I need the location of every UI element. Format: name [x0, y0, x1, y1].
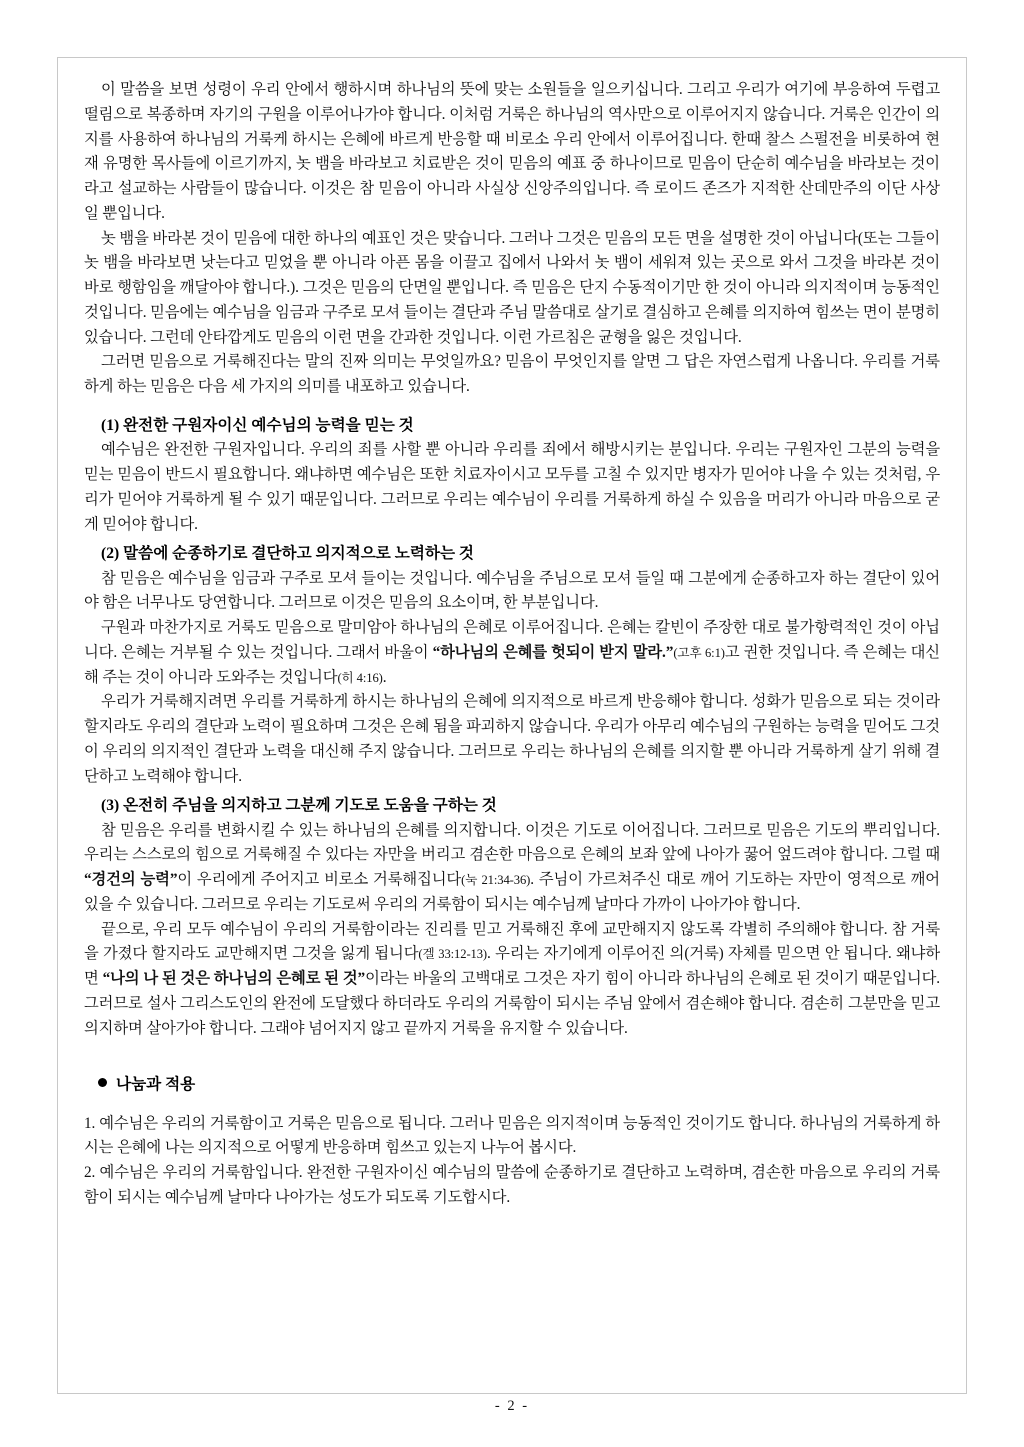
point-2-heading: (2) 말씀에 순종하기로 결단하고 의지적으로 노력하는 것: [101, 545, 474, 563]
grace-ref-1: (고후 6:1): [673, 645, 725, 660]
closing-paragraph: [84, 918, 940, 1042]
closing-text-1: 끝으로, 우리 모두 예수님이 우리의 거룩함이라는 진리를 믿고 거룩해진 후에 교만해지지 않도록 각별히 주의해야 합니다. 참 거룩을 가졌다 할지라도 교만해지면 그것을 잃게 됩니다: [84, 920, 940, 963]
prayer-text-after: . 주님이 가르쳐주신 대로 깨어 기도하는 자만이 영적으로 깨어 있을 수 있습니다. 그러므로 우리는 기도로써 우리의 거룩함이 되시는 예수님께 날마다 가까이 나아가야 합니다.: [84, 871, 940, 913]
grace-quote: “하나님의 은혜를 헛되이 받지 말라.”: [432, 643, 674, 661]
point-3-heading: (3) 온전히 주님을 의지하고 그분께 기도로 도움을 구하는 것: [101, 797, 497, 815]
prayer-text-middle: 이 우리에게 주어지고 비로소 거룩해집니다: [177, 871, 462, 889]
prayer-paragraph: [84, 819, 940, 918]
paragraph-1: 이 말씀을 보면 성령이 우리 안에서 행하시며 하나님의 뜻에 맞는 소원들을 일으키십니다. 그리고 우리가 여기에 부응하여 두렵고 떨림으로 복종하며 자기의 구원을 이루어나가야 합니다. 이처럼 거룩은 하나님의 역사만으로 이루어지지 않습니다. 거룩은 인간이 의지를 사용하여 하나님의 거룩케 하시는 은혜에 바르게 반응할 때 비로소 우리 안에서 이루어집니다. 한때 찰스 스펄전을 비롯하여 현재 유명한 목사들에 이르기까지, 놋 뱀을 바라보고 치료받은 것이 믿음의 예표 중 하나이므로 믿음이 단순히 예수님을 바라보는 것이라고 설교하는 사람들이 많습니다. 이것은 참 믿음이 아니라 사실상 신앙주의입니다. 즉 로이드 존즈가 지적한 산데만주의 이단 사상일 뿐입니다.: [84, 81, 940, 222]
bullet-dot-icon: [98, 1078, 107, 1087]
point-2-body: 참 믿음은 예수님을 임금과 구주로 모셔 들이는 것입니다. 예수님을 주님으로 모셔 들일 때 그분에게 순종하고자 하는 결단이 있어야 함은 너무나도 당연합니다. 그러므로 이것은 믿음의 요소이며, 한 부분입니다.: [84, 569, 940, 612]
paragraph-2: 놋 뱀을 바라본 것이 믿음에 대한 하나의 예표인 것은 맞습니다. 그러나 그것은 믿음의 모든 면을 설명한 것이 아닙니다(또는 그들이 놋 뱀을 바라보면 낫는다고 믿었을 뿐 아니라 아픈 몸을 이끌고 집에서 나와서 놋 뱀이 세워져 있는 곳으로 와서 그것을 바라본 것이 바로 행함임을 깨달아야 합니다.). 그것은 믿음의 단면일 뿐입니다. 즉 믿음은 단지 수동적이기만 한 것이 아니라 의지적이며 능동적인 것입니다. 믿음에는 예수님을 임금과 구주로 모셔 들이는 결단과 주님 말씀대로 살기로 결심하고 은혜를 의지하여 힘쓰는 면이 분명히 있습니다. 그런데 안타깝게도 믿음의 이런 면을 간과한 것입니다. 이런 가르침은 균형을 잃은 것입니다.: [84, 229, 940, 346]
closing-quote: “나의 나 된 것은 하나님의 은혜로 된 것”: [102, 970, 366, 988]
grace-text-before: 구원과 마찬가지로 거룩도 믿음으로 말미암아 하나님의 은혜로 이루어집니다. 은혜는 칼빈이 주장한 대로 불가항력적인 것이 아닙니다. 은혜는 거부될 수 있는 것입니다. 그래서 바울이: [84, 619, 940, 661]
grace-paragraph: [84, 616, 940, 690]
prayer-ref: (눅 21:34-36): [461, 873, 531, 888]
closing-text-2: . 우리는 자기에게 이루어진 의(거룩) 자체를 믿으면 안 됩니다. 왜냐하면: [84, 945, 941, 988]
closing-ref-1: (겔 33:12-13): [418, 947, 488, 962]
prayer-quote: “경건의 능력”: [84, 871, 178, 889]
grace-text-after: .: [382, 668, 387, 686]
grace-ref-2: (히 4:16): [337, 670, 383, 685]
application-section-title: [84, 1072, 940, 1094]
grace-text-middle: 고 권한 것입니다. 즉 은혜는 대신 해 주는 것이 아니라 도와주는 것입니다: [84, 643, 940, 686]
effort-paragraph: 우리가 거룩해지려면 우리를 거룩하게 하시는 하나님의 은혜에 의지적으로 바르게 반응해야 합니다. 성화가 믿음으로 되는 것이라 할지라도 우리의 결단과 노력이 필요하며 그것은 은혜 됨을 파괴하지 않습니다. 우리가 아무리 예수님의 구원하는 능력을 믿어도 그것이 우리의 의지적인 결단과 노력을 대신해 주지 않습니다. 그러므로 우리는 하나님의 은혜를 의지할 뿐 아니라 거룩하게 살기 위해 결단하고 노력해야 합니다.: [84, 693, 940, 785]
point-1-body: 예수님은 완전한 구원자입니다. 우리의 죄를 사할 뿐 아니라 우리를 죄에서 해방시키는 분입니다. 우리는 구원자인 그분의 능력을 믿는 믿음이 반드시 필요합니다. 왜냐하면 예수님은 또한 치료자이시고 모두를 고칠 수 있지만 병자가 믿어야 나을 수 있는 것처럼, 우리가 믿어야 거룩하게 될 수 있기 때문입니다. 그러므로 우리는 예수님이 우리를 거룩하게 하실 수 있음을 머리가 아니라 마음으로 굳게 믿어야 합니다.: [84, 441, 940, 533]
application-item-1: 1. 예수님은 우리의 거룩함이고 거룩은 믿음으로 됩니다. 그러나 믿음은 의지적이며 능동적인 것이기도 합니다. 하나님의 거룩하게 하시는 은혜에 나는 의지적으로 어떻게 반응하며 힘쓰고 있는지 나누어 봅시다.: [84, 1114, 940, 1157]
application-list: [84, 1112, 940, 1211]
application-item-2: 2. 예수님은 우리의 거룩함입니다. 완전한 구원자이신 예수님의 말씀에 순종하기로 결단하고 노력하며, 겸손한 마음으로 우리의 거룩함이 되시는 예수님께 날마다 나아가는 성도가 되도록 기도합시다.: [84, 1164, 940, 1206]
paragraph-3: 그러면 믿음으로 거룩해진다는 말의 진짜 의미는 무엇일까요? 믿음이 무엇인지를 알면 그 답은 자연스럽게 나옵니다. 우리를 거룩하게 하는 믿음은 다음 세 가지의 의미를 내포하고 있습니다.: [84, 353, 940, 396]
closing-text-3: 이라는 바울의 고백대로 그것은 자기 힘이 아니라 하나님의 은혜로 된 것이기 때문입니다. 그러므로 설사 그리스도인의 완전에 도달했다 하더라도 우리의 거룩함이 되시는 주님 앞에서 겸손해야 합니다. 겸손히 그분만을 믿고 의지하며 살아가야 합니다. 그래야 넘어지지 않고 끝까지 거룩을 유지할 수 있습니다.: [84, 970, 940, 1037]
point-1-heading: (1) 완전한 구원자이신 예수님의 능력을 믿는 것: [101, 416, 414, 434]
prayer-text-before: 참 믿음은 우리를 변화시킬 수 있는 하나님의 은혜를 의지합니다. 이것은 기도로 이어집니다. 그러므로 믿음은 기도의 뿌리입니다. 우리는 스스로의 힘으로 거룩해질 수 있다는 자만을 버리고 겸손한 마음으로 은혜의 보좌 앞에 나아가 꿇어 엎드려야 합니다. 그럴 때: [84, 821, 940, 864]
page-number: - 2 -: [494, 1398, 530, 1414]
application-title-text: 나눔과 적용: [116, 1075, 196, 1093]
document-body: [62, 78, 962, 1211]
